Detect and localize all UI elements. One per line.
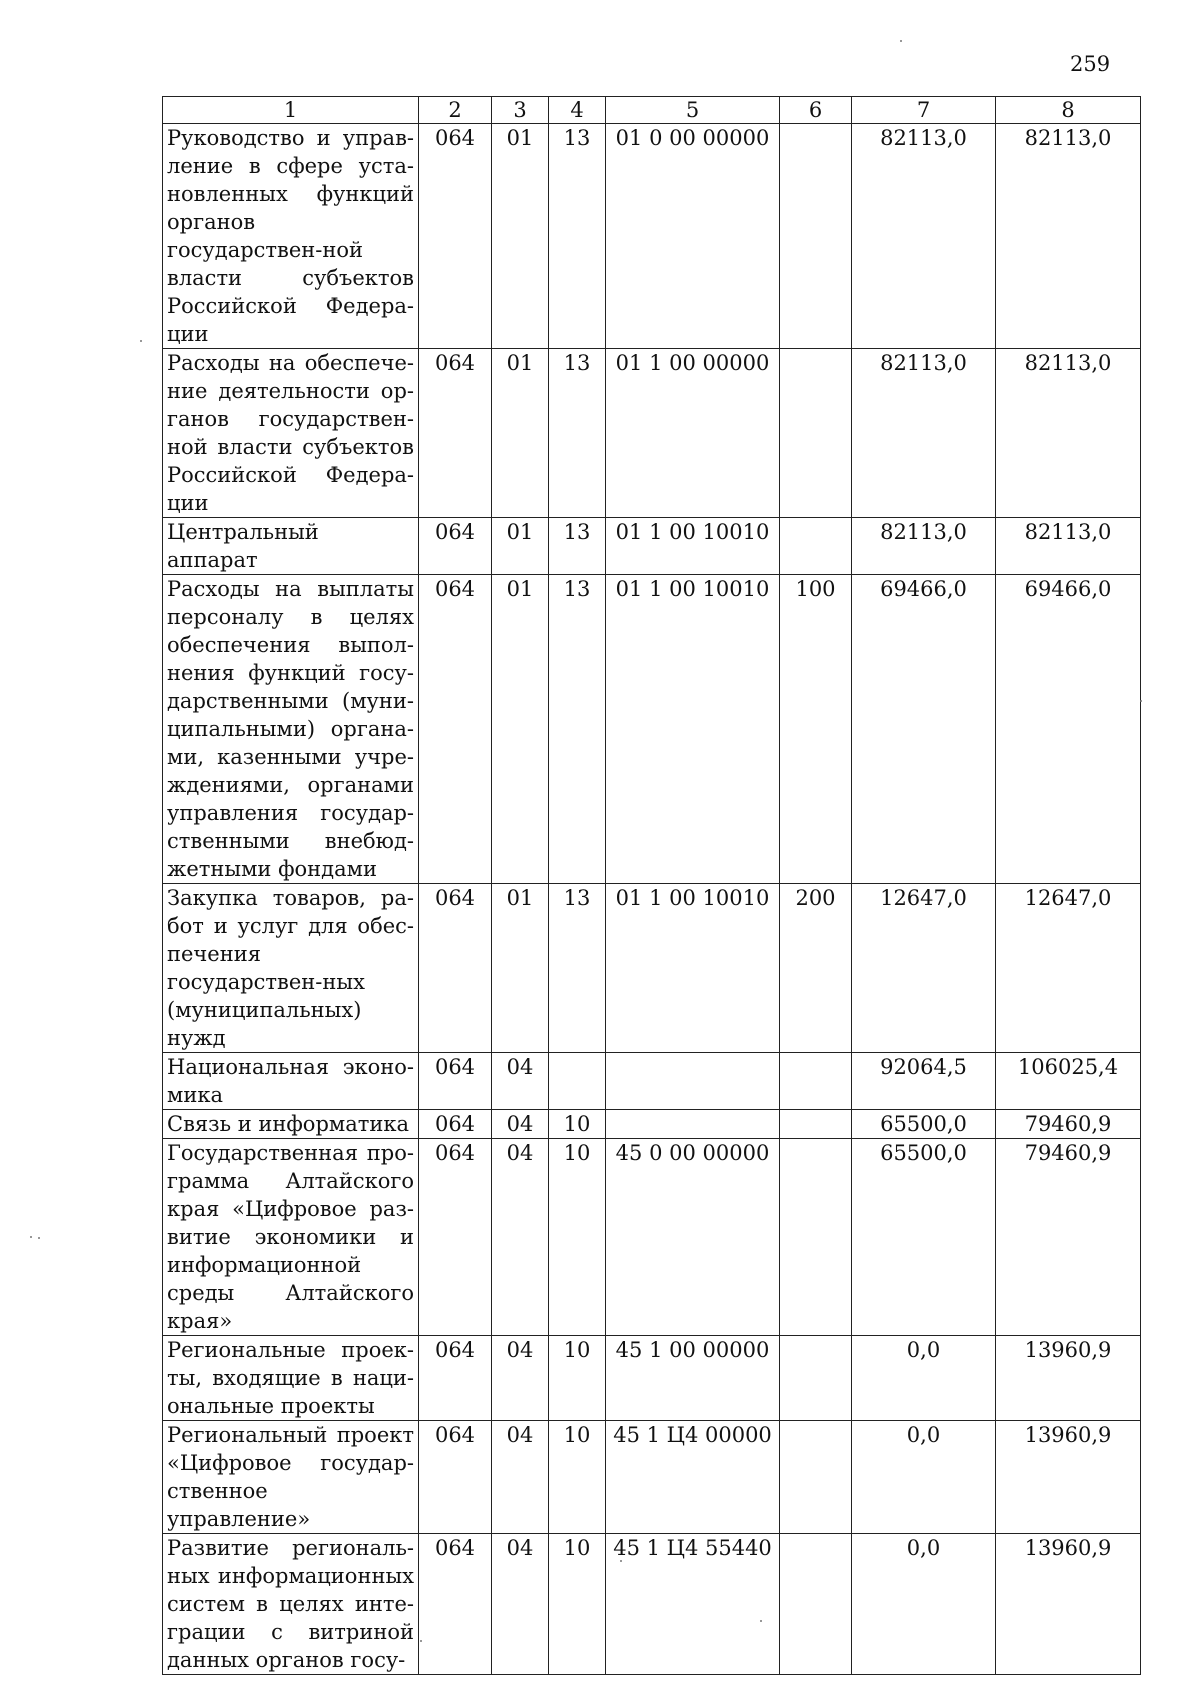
row-cell-c6 [780, 124, 852, 349]
row-cell-c5: 01 1 00 10010 [606, 884, 780, 1053]
row-cell-c2: 064 [419, 575, 492, 884]
row-cell-c5: 45 1 Ц4 00000 [606, 1421, 780, 1534]
row-cell-c6 [780, 518, 852, 575]
row-cell-c6: 200 [780, 884, 852, 1053]
row-cell-c6 [780, 1053, 852, 1110]
row-cell-c3: 01 [492, 518, 549, 575]
table-row [163, 1421, 1141, 1534]
row-cell-c7: 0,0 [852, 1534, 996, 1675]
row-name-cell: Государственная про-грамма Алтайского края «Цифровое раз-витие экономики и информационной среды Алтайского края» [163, 1139, 419, 1336]
row-cell-c2: 064 [419, 518, 492, 575]
row-cell-c3: 04 [492, 1336, 549, 1421]
row-cell-c2: 064 [419, 1053, 492, 1110]
row-cell-c3: 04 [492, 1110, 549, 1139]
row-cell-c5: 45 1 Ц4 55440 [606, 1534, 780, 1675]
row-cell-c4: 10 [549, 1110, 606, 1139]
table-row [163, 884, 1141, 1053]
row-cell-c5: 01 1 00 10010 [606, 575, 780, 884]
row-cell-c4 [549, 1053, 606, 1110]
row-name-cell: Региональные проек-ты, входящие в наци-ональные проекты [163, 1336, 419, 1421]
table-header-row [163, 97, 1141, 124]
row-cell-c2: 064 [419, 1110, 492, 1139]
row-cell-c4: 10 [549, 1421, 606, 1534]
row-cell-c2: 064 [419, 349, 492, 518]
row-cell-c6 [780, 349, 852, 518]
row-cell-c3: 01 [492, 124, 549, 349]
row-cell-c7: 65500,0 [852, 1139, 996, 1336]
row-cell-c3: 01 [492, 884, 549, 1053]
row-cell-c3: 04 [492, 1421, 549, 1534]
column-header: 6 [780, 97, 852, 124]
table-row [163, 1110, 1141, 1139]
row-cell-c5 [606, 1110, 780, 1139]
row-cell-c5: 01 0 00 00000 [606, 124, 780, 349]
row-cell-c7: 69466,0 [852, 575, 996, 884]
table-row [163, 124, 1141, 349]
row-cell-c5: 45 0 00 00000 [606, 1139, 780, 1336]
row-cell-c8: 13960,9 [996, 1336, 1141, 1421]
row-cell-c2: 064 [419, 124, 492, 349]
row-cell-c3: 04 [492, 1534, 549, 1675]
row-cell-c3: 04 [492, 1139, 549, 1336]
row-cell-c8: 82113,0 [996, 124, 1141, 349]
column-header: 1 [163, 97, 419, 124]
row-name-cell: Закупка товаров, ра-бот и услуг для обес-печения государствен-ных (муниципальных) нужд [163, 884, 419, 1053]
row-cell-c8: 12647,0 [996, 884, 1141, 1053]
row-cell-c6 [780, 1336, 852, 1421]
column-header: 7 [852, 97, 996, 124]
row-name-cell: Связь и информатика [163, 1110, 419, 1139]
row-cell-c7: 0,0 [852, 1336, 996, 1421]
column-header: 3 [492, 97, 549, 124]
table-row [163, 575, 1141, 884]
row-cell-c2: 064 [419, 1421, 492, 1534]
column-header: 8 [996, 97, 1141, 124]
row-cell-c4: 10 [549, 1139, 606, 1336]
row-cell-c8: 79460,9 [996, 1110, 1141, 1139]
row-cell-c6 [780, 1534, 852, 1675]
row-cell-c6 [780, 1139, 852, 1336]
row-cell-c6: 100 [780, 575, 852, 884]
budget-table [162, 96, 1141, 1675]
row-cell-c6 [780, 1421, 852, 1534]
row-cell-c8: 82113,0 [996, 349, 1141, 518]
row-cell-c4: 13 [549, 575, 606, 884]
row-name-cell: Региональный проект «Цифровое государ-ственное управление» [163, 1421, 419, 1534]
row-cell-c4: 10 [549, 1534, 606, 1675]
table-row [163, 1053, 1141, 1110]
page-number: 259 [1070, 52, 1111, 76]
row-cell-c5: 01 1 00 00000 [606, 349, 780, 518]
row-name-cell: Руководство и управ-ление в сфере уста-новленных функций органов государствен-ной власти субъектов Российской Федера-ции [163, 124, 419, 349]
column-header: 5 [606, 97, 780, 124]
row-cell-c2: 064 [419, 1534, 492, 1675]
row-cell-c7: 82113,0 [852, 124, 996, 349]
row-cell-c2: 064 [419, 1139, 492, 1336]
row-cell-c4: 13 [549, 884, 606, 1053]
row-name-cell: Центральный аппарат [163, 518, 419, 575]
row-name-cell: Национальная эконо-мика [163, 1053, 419, 1110]
row-cell-c6 [780, 1110, 852, 1139]
table-row [163, 1336, 1141, 1421]
row-cell-c7: 82113,0 [852, 349, 996, 518]
row-cell-c5: 01 1 00 10010 [606, 518, 780, 575]
row-cell-c4: 13 [549, 124, 606, 349]
table-row [163, 1534, 1141, 1675]
row-cell-c2: 064 [419, 884, 492, 1053]
row-cell-c8: 79460,9 [996, 1139, 1141, 1336]
row-cell-c5: 45 1 00 00000 [606, 1336, 780, 1421]
table-row [163, 349, 1141, 518]
table-row [163, 518, 1141, 575]
row-cell-c5 [606, 1053, 780, 1110]
row-cell-c3: 04 [492, 1053, 549, 1110]
row-cell-c3: 01 [492, 575, 549, 884]
table-row [163, 1139, 1141, 1336]
row-name-cell: Расходы на обеспече-ние деятельности ор-ганов государствен-ной власти субъектов Российской Федера-ции [163, 349, 419, 518]
row-cell-c3: 01 [492, 349, 549, 518]
row-name-cell: Развитие региональ-ных информационных систем в целях инте-грации с витриной данных органов госу- [163, 1534, 419, 1675]
row-cell-c7: 65500,0 [852, 1110, 996, 1139]
row-cell-c7: 92064,5 [852, 1053, 996, 1110]
row-cell-c8: 106025,4 [996, 1053, 1141, 1110]
column-header: 2 [419, 97, 492, 124]
column-header: 4 [549, 97, 606, 124]
row-cell-c8: 69466,0 [996, 575, 1141, 884]
row-cell-c8: 13960,9 [996, 1421, 1141, 1534]
row-cell-c2: 064 [419, 1336, 492, 1421]
row-cell-c7: 0,0 [852, 1421, 996, 1534]
row-cell-c7: 12647,0 [852, 884, 996, 1053]
row-cell-c8: 82113,0 [996, 518, 1141, 575]
row-cell-c8: 13960,9 [996, 1534, 1141, 1675]
row-cell-c4: 13 [549, 349, 606, 518]
row-name-cell: Расходы на выплаты персоналу в целях обеспечения выпол-нения функций госу-дарственными (муни-ципальными) органа-ми, казенными учре-ждениями, органами управления государ-ственными внебюд-жетными фондами [163, 575, 419, 884]
row-cell-c7: 82113,0 [852, 518, 996, 575]
row-cell-c4: 10 [549, 1336, 606, 1421]
row-cell-c4: 13 [549, 518, 606, 575]
